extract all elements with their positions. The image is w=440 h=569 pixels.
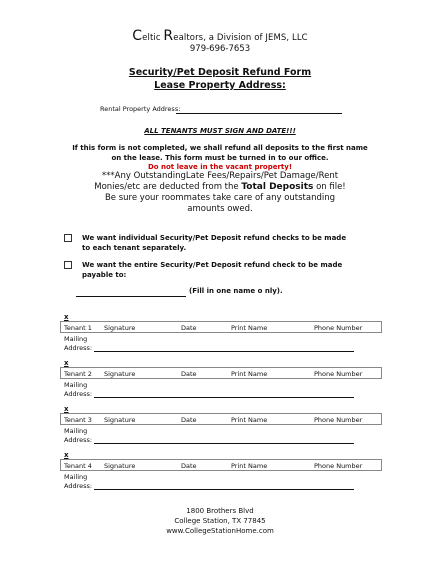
option-single-line1: We want the entire Security/Pet Deposit refund check to be made	[82, 261, 343, 269]
fees-line3: Be sure your roommates take care of any outstanding	[104, 193, 336, 203]
tenant-2-mailing-label	[64, 381, 92, 399]
all-tenants-notice: ALL TENANTS MUST SIGN AND DATE!!!	[144, 127, 296, 135]
fees-line2-start: Monies/etc are deducted from the	[94, 182, 242, 192]
tenant-3-address-field[interactable]	[94, 443, 354, 444]
fees-notice	[0, 171, 440, 215]
company-phone: 979-696-7653	[189, 44, 251, 54]
option-individual-text	[82, 234, 422, 253]
tenant-2-address-word: Address:	[64, 390, 93, 398]
tenant-1-mailing-label	[64, 335, 92, 353]
tenant-4-date-label: Date	[181, 462, 197, 470]
option-individual-line2: to each tenant separately.	[82, 243, 187, 252]
form-subtitle: Lease Property Address:	[154, 80, 286, 91]
single-check-checkbox[interactable]	[64, 261, 72, 269]
fill-one-name-note: (Fill in one name o nly).	[189, 287, 283, 295]
tenant-3-phone-label: Phone Number	[314, 416, 363, 424]
fees-total-deposits: Total Deposits	[241, 182, 314, 192]
refund-notice	[0, 143, 440, 163]
tenant-1-address-field[interactable]	[94, 351, 354, 352]
tenant-1-date-label: Date	[181, 324, 197, 332]
tenant-1-phone-label: Phone Number	[314, 324, 363, 332]
company-name	[0, 28, 440, 44]
tenant-4-phone-label: Phone Number	[314, 462, 363, 470]
tenant-block-2	[60, 359, 382, 401]
payee-name-field[interactable]	[76, 296, 186, 297]
individual-checks-checkbox[interactable]	[64, 234, 72, 242]
rental-address-field[interactable]	[176, 113, 342, 114]
tenant-4-print-name-label: Print Name	[231, 462, 268, 470]
tenant-4-label: Tenant 4	[64, 462, 92, 470]
refund-notice-line1: If this form is not completed, we shall refund all deposits to the first name	[72, 144, 368, 152]
tenant-2-phone-label: Phone Number	[314, 370, 363, 378]
tenant-2-print-name-label: Print Name	[231, 370, 268, 378]
footer-website: www.CollegeStationHome.com	[166, 527, 274, 535]
tenant-4-mailing-word: Mailing	[64, 473, 88, 481]
tenant-2-mailing-word: Mailing	[64, 381, 88, 389]
vacant-property-warning: Do not leave in the vacant property!	[147, 163, 293, 171]
tenant-3-label: Tenant 3	[64, 416, 92, 424]
tenant-3-date-label: Date	[181, 416, 197, 424]
footer-street: 1800 Brothers Blvd	[186, 507, 254, 515]
option-individual-line1: We want individual Security/Pet Deposit refund checks to be made	[82, 234, 347, 242]
office-address	[0, 506, 440, 536]
form-title: Security/Pet Deposit Refund Form	[128, 67, 312, 78]
fees-line4: amounts owed.	[187, 204, 253, 214]
tenant-4-address-word: Address:	[64, 482, 93, 490]
tenant-1-label: Tenant 1	[64, 324, 92, 332]
company-name-part2: ealtors, a Division of JEMS, LLC	[173, 33, 308, 43]
tenant-block-1	[60, 313, 382, 355]
tenant-4-mailing-label	[64, 473, 92, 491]
tenant-4-address-field[interactable]	[94, 489, 354, 490]
tenant-3-address-word: Address:	[64, 436, 93, 444]
tenant-block-4	[60, 451, 382, 493]
tenant-1-signature-label: Signature	[104, 324, 136, 332]
tenant-1-address-word: Address:	[64, 344, 93, 352]
fees-line2	[0, 182, 440, 193]
company-name-part1: eltic	[142, 33, 164, 43]
tenant-1-mailing-word: Mailing	[64, 335, 88, 343]
company-initial-c: C	[132, 28, 143, 44]
company-initial-r: R	[163, 28, 174, 44]
tenant-3-print-name-label: Print Name	[231, 416, 268, 424]
tenant-4-signature-label: Signature	[104, 462, 136, 470]
tenant-1-mark: x	[64, 313, 69, 321]
tenant-2-signature-label: Signature	[104, 370, 136, 378]
footer-city: College Station, TX 77845	[174, 517, 266, 525]
tenant-block-3	[60, 405, 382, 447]
tenant-2-address-field[interactable]	[94, 397, 354, 398]
tenant-3-mark: x	[64, 405, 69, 413]
tenant-3-signature-label: Signature	[104, 416, 136, 424]
rental-address-label: Rental Property Address:	[100, 105, 181, 113]
fees-line2-end: on file!	[313, 182, 346, 192]
option-single-text	[82, 261, 422, 280]
refund-notice-line2: on the lease. This form must be turned in to our office.	[111, 154, 329, 162]
tenant-3-mailing-word: Mailing	[64, 427, 88, 435]
tenant-1-print-name-label: Print Name	[231, 324, 268, 332]
tenant-2-mark: x	[64, 359, 69, 367]
fees-line1: ***Any OutstandingLate Fees/Repairs/Pet Damage/Rent	[101, 171, 339, 181]
tenant-2-date-label: Date	[181, 370, 197, 378]
tenant-4-mark: x	[64, 451, 69, 459]
tenant-2-label: Tenant 2	[64, 370, 92, 378]
tenant-3-mailing-label	[64, 427, 92, 445]
option-single-line2: payable to:	[82, 270, 127, 279]
